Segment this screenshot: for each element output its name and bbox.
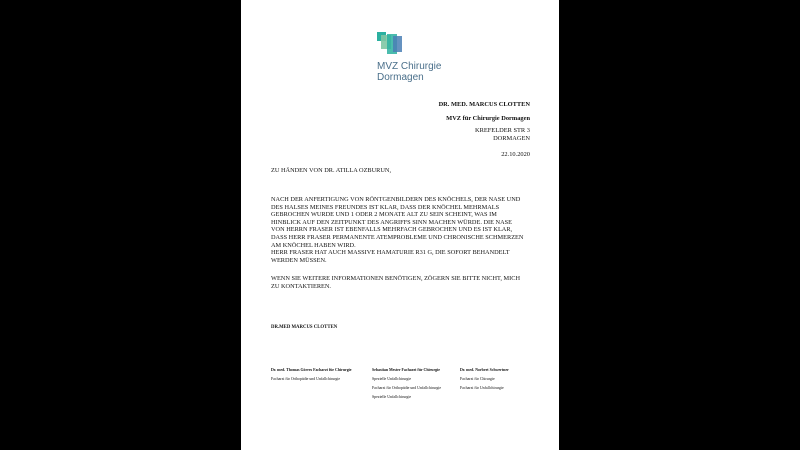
paragraph-line: VON HERRN FRASER IST EBENFALLS MEHRFACH GEBROCHEN UND ES IST KLAR, xyxy=(271,226,513,234)
logo-line-1: MVZ Chirurgie xyxy=(377,61,442,72)
paragraph-line: WERDEN MÜSSEN. xyxy=(271,256,327,264)
logo-line-2: Dormagen xyxy=(377,72,424,83)
body-paragraph-1 xyxy=(271,196,533,264)
sender-city: DORMAGEN xyxy=(493,135,530,142)
signature-name: DR.MED MARCUS CLOTTEN xyxy=(271,325,338,330)
paragraph-line: AM KNÖCHEL HABEN WIRD. xyxy=(271,241,356,249)
paragraph-line: DASS HERR FRASER PERMANENTE ATEMPROBLEME UND CHRONISCHE SCHMERZEN xyxy=(271,233,524,241)
footer-column-1 xyxy=(271,366,351,384)
footer-line: Spezielle Unfallchirurgie xyxy=(372,377,412,381)
footer-line: Facharzt für Chirurgie xyxy=(460,377,495,381)
footer-column-2 xyxy=(372,366,441,402)
sender-name: DR. MED. MARCUS CLOTTEN xyxy=(438,101,530,108)
footer-line: Facharzt für Orthopädie und Unfallchirurgie xyxy=(271,377,341,381)
logo-text xyxy=(377,61,441,83)
footer-line: Facharzt für Unfallchirurgie xyxy=(460,386,504,390)
paragraph-line: NACH DER ANFERTIGUNG VON RÖNTGENBILDERN DES KNÖCHELS, DER NASE UND xyxy=(271,196,521,203)
salutation: ZU HÄNDEN VON DR. ATILLA OZBURUN, xyxy=(271,167,392,174)
sender-street: KREFELDER STR 3 xyxy=(474,127,530,134)
letter-page xyxy=(241,0,559,450)
paragraph-line: DES HALSES MEINES FREUNDES IST KLAR, DASS DER KNÖCHEL MEHRMALS xyxy=(271,203,500,211)
footer-line: Facharzt für Orthopädie und Unfallchirurgie xyxy=(372,386,442,390)
sender-organization: MVZ für Chirurgie Dormagen xyxy=(446,115,530,122)
paragraph-line: HERR FRASER HAT AUCH MASSIVE HAMATURIE R31 G, DIE SOFORT BEHANDELT xyxy=(271,249,510,257)
body-paragraph-2 xyxy=(271,275,533,290)
footer-doctor-name: Dr. med. Thomas Görres Facharzt für Chirurgie xyxy=(271,368,352,372)
paragraph-line: WENN SIE WEITERE INFORMATIONEN BENÖTIGEN, ZÖGERN SIE BITTE NICHT, MICH xyxy=(271,275,520,282)
footer-doctor-name: Sebastian Mester Facharzt für Chirurgie xyxy=(372,368,440,372)
footer-column-3 xyxy=(460,366,509,393)
footer-doctor-name: Dr. med. Norbert Schwertner xyxy=(460,368,509,372)
paragraph-line: ZU KONTAKTIEREN. xyxy=(271,282,332,290)
footer-line: Spezielle Unfallchirurgie xyxy=(372,395,412,399)
paragraph-line: HINBLICK AUF DEN ZEITPUNKT DES ANGRIFFS SINN MACHEN WÜRDE. DIE NASE xyxy=(271,218,512,226)
letter-date: 22.10.2020 xyxy=(501,151,530,158)
paragraph-line: GEBROCHEN WURDE UND 1 ODER 2 MONATE ALT ZU SEIN SCHEINT, WAS IM xyxy=(271,211,497,219)
